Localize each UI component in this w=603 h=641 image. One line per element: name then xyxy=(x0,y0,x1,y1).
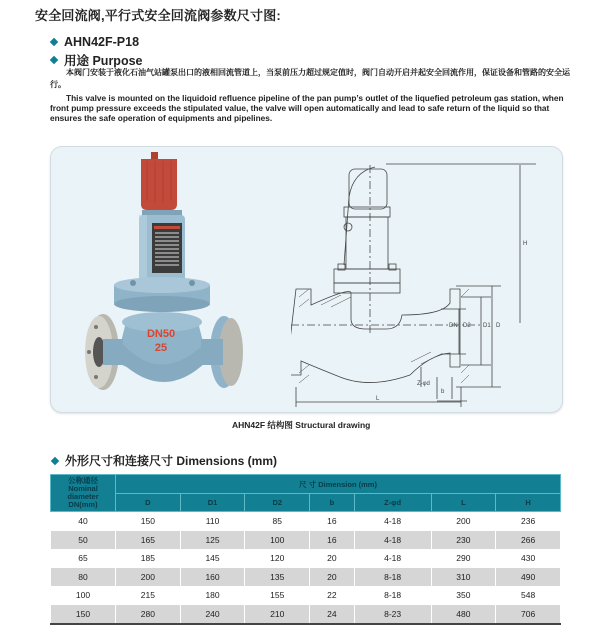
column-header-D: D xyxy=(116,494,181,512)
cell-Zd: 8-18 xyxy=(354,568,431,587)
cell-D: 215 xyxy=(116,586,181,605)
purpose-heading-label: 用途 Purpose xyxy=(64,54,143,68)
purpose-text-cn: 本阀门安装于液化石油气站罐泵出口的液相回流管道上，当泵前压力超过规定值时，阀门自动开启并起安全回流作用，保证设备和管路的安全运行。 xyxy=(50,68,570,89)
cell-Zd: 8-23 xyxy=(354,605,431,625)
cell-D1: 125 xyxy=(180,531,245,550)
dimensions-table xyxy=(50,474,561,625)
dimensions-heading-label: 外形尺寸和连接尺寸 Dimensions (mm) xyxy=(65,454,278,468)
cell-D2: 100 xyxy=(245,531,310,550)
cell-b: 16 xyxy=(310,531,355,550)
svg-text:DN: DN xyxy=(449,323,458,329)
column-header-L: L xyxy=(431,494,496,512)
cell-H: 266 xyxy=(496,531,561,550)
svg-text:D1: D1 xyxy=(483,323,491,329)
page-title: 安全回流阀,平行式安全回流阀参数尺寸图: xyxy=(35,8,281,23)
column-header-Z-phi-d: Z-φd xyxy=(354,494,431,512)
cell-D2: 135 xyxy=(245,568,310,587)
structural-drawing xyxy=(291,147,561,412)
diamond-bullet-icon xyxy=(50,56,58,64)
purpose-text-en: This valve is mounted on the liquidoid refluence pipeline of the pan pump’s outlet of the liquefied petroleum gas station, when front pump pressure exceeds the stipulated value, the valve will open automatically and lead to safe return of the liquid so that ensures the safe operation of equipments and pipelines. xyxy=(50,93,564,123)
cell-D1: 240 xyxy=(180,605,245,625)
cell-L: 480 xyxy=(431,605,496,625)
cell-D2: 120 xyxy=(245,549,310,568)
cell-b: 20 xyxy=(310,568,355,587)
table-row xyxy=(51,605,561,625)
column-header-H: H xyxy=(496,494,561,512)
cell-L: 290 xyxy=(431,549,496,568)
table-row xyxy=(51,531,561,550)
cell-L: 310 xyxy=(431,568,496,587)
dn-header-en3: DN(mm) xyxy=(68,500,98,509)
cell-D: 200 xyxy=(116,568,181,587)
cell-D2: 155 xyxy=(245,586,310,605)
cell-dn: 65 xyxy=(51,549,116,568)
dimension-group-header: 尺 寸 Dimension (mm) xyxy=(116,475,561,494)
cell-D1: 160 xyxy=(180,568,245,587)
cell-b: 16 xyxy=(310,512,355,531)
cell-dn: 50 xyxy=(51,531,116,550)
cell-D1: 180 xyxy=(180,586,245,605)
cell-dn: 150 xyxy=(51,605,116,625)
cell-D: 165 xyxy=(116,531,181,550)
dn-column-header xyxy=(51,475,116,512)
cell-b: 24 xyxy=(310,605,355,625)
cell-H: 706 xyxy=(496,605,561,625)
svg-text:H: H xyxy=(523,241,528,247)
cell-H: 490 xyxy=(496,568,561,587)
diamond-bullet-icon xyxy=(51,456,59,464)
dn-header-en2: diameter xyxy=(67,492,99,501)
cell-L: 230 xyxy=(431,531,496,550)
cell-dn: 80 xyxy=(51,568,116,587)
cell-b: 20 xyxy=(310,549,355,568)
valve-photo xyxy=(51,147,291,412)
table-row xyxy=(51,568,561,587)
figure-caption: AHN42F 结构图 Structural drawing xyxy=(232,420,371,430)
cell-D1: 110 xyxy=(180,512,245,531)
cell-D: 280 xyxy=(116,605,181,625)
table-row xyxy=(51,512,561,531)
svg-text:25: 25 xyxy=(154,342,168,354)
cell-H: 236 xyxy=(496,512,561,531)
dn-header-en1: Nominal xyxy=(68,484,98,493)
cell-Zd: 4-18 xyxy=(354,549,431,568)
cell-D1: 145 xyxy=(180,549,245,568)
table-row xyxy=(51,586,561,605)
cell-Zd: 8-18 xyxy=(354,586,431,605)
dn-header-cn: 公称通径 xyxy=(68,476,98,485)
cell-dn: 100 xyxy=(51,586,116,605)
cell-b: 22 xyxy=(310,586,355,605)
column-header-D2: D2 xyxy=(245,494,310,512)
svg-text:D2: D2 xyxy=(463,323,471,329)
cell-Zd: 4-18 xyxy=(354,512,431,531)
cell-D2: 210 xyxy=(245,605,310,625)
diamond-bullet-icon xyxy=(50,38,58,46)
svg-text:D: D xyxy=(496,323,501,329)
model-heading xyxy=(51,35,139,49)
cell-H: 548 xyxy=(496,586,561,605)
column-header-b: b xyxy=(310,494,355,512)
cell-D2: 85 xyxy=(245,512,310,531)
figure-panel xyxy=(50,146,563,413)
cell-dn: 40 xyxy=(51,512,116,531)
cell-Zd: 4-18 xyxy=(354,531,431,550)
dimensions-heading xyxy=(52,452,277,469)
cell-H: 430 xyxy=(496,549,561,568)
svg-text:b: b xyxy=(441,389,445,395)
svg-text:DN50: DN50 xyxy=(146,328,176,340)
model-label: AHN42F-P18 xyxy=(64,35,140,49)
svg-text:Z-φd: Z-φd xyxy=(417,381,430,387)
svg-text:L: L xyxy=(376,396,380,402)
cell-D: 185 xyxy=(116,549,181,568)
cell-D: 150 xyxy=(116,512,181,531)
column-header-D1: D1 xyxy=(180,494,245,512)
cell-L: 350 xyxy=(431,586,496,605)
cell-L: 200 xyxy=(431,512,496,531)
table-row xyxy=(51,549,561,568)
